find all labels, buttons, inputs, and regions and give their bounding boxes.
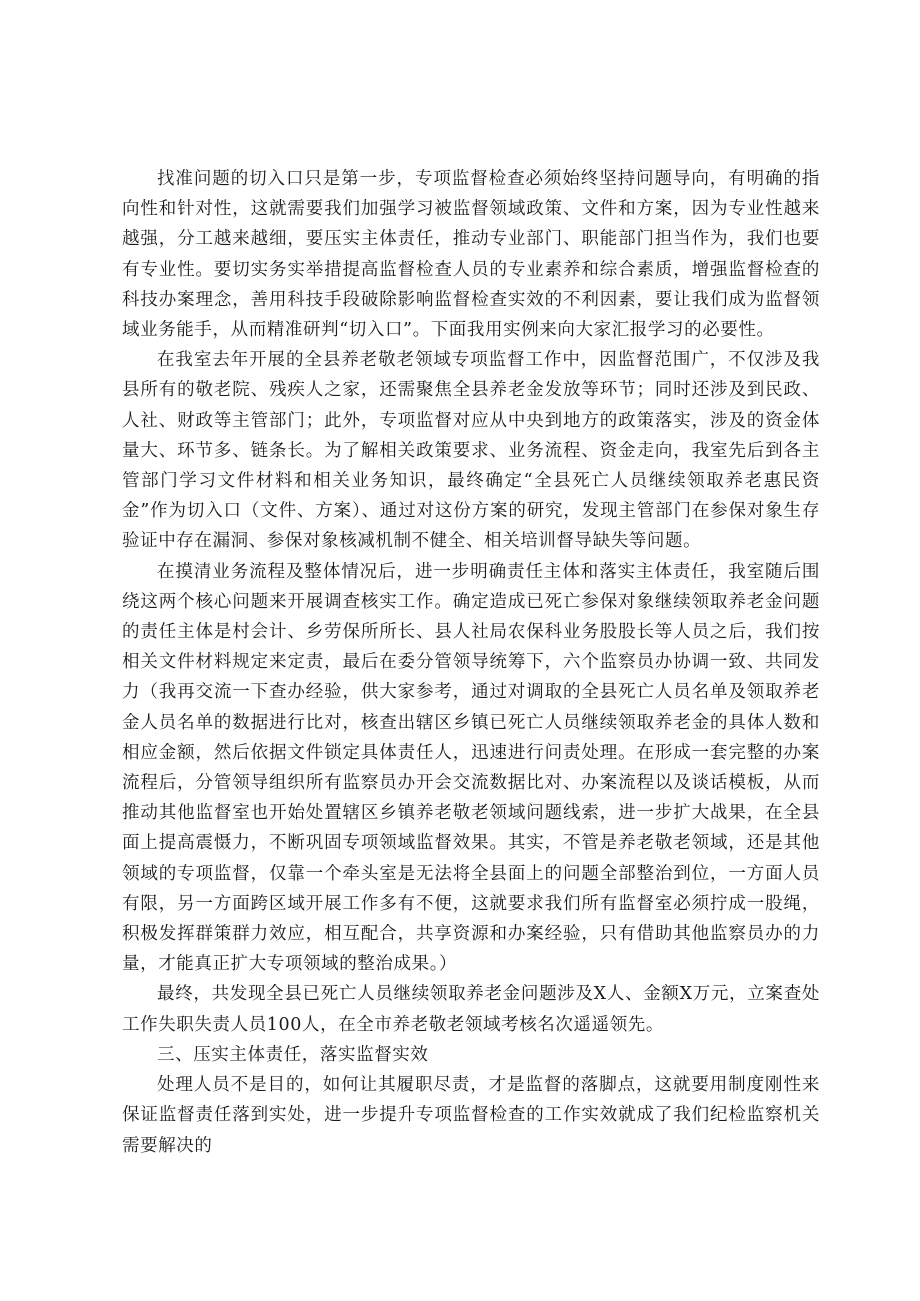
paragraph-final-results: 最终，共发现全县已死亡人员继续领取养老金问题涉及X人、金额X万元，立案查处工作失职失责人员100人，在全市养老敬老领域考核名次遥遥领先。 [122,984,820,1035]
paragraph-problem-orientation: 找准问题的切入口只是第一步，专项监督检查必须始终坚持问题导向，有明确的指向性和针对性，这就需要我们加强学习被监督领域政策、文件和方案，因为专业性越来越强，分工越来越细，要压实主体责任，推动专业部门、职能部门担当作为，我们也要有专业性。要切实务实举措提高监督检查人员的专业素养和综合素质，增强监督检查的科技办案理念，善用科技手段破除影响监督检查实效的不利因素，要让我们成为监督领域业务能手，从而精准研判“切入口”。下面我用实例来向大家汇报学习的必要性。 [122,169,820,341]
paragraph-elderly-care-supervision: 在我室去年开展的全县养老敬老领域专项监督工作中，因监督范围广，不仅涉及我县所有的敬老院、残疾人之家，还需聚焦全县养老金发放等环节；同时还涉及到民政、人社、财政等主管部门；此外，专项监督对应从中央到地方的政策落实，涉及的资金体量大、环节多、链条长。为了解相关政策要求、业务流程、资金走向，我室先后到各主管部门学习文件材料和相关业务知识，最终确定“全县死亡人员继续领取养老惠民资金”作为切入口（文件、方案）、通过对这份方案的研究，发现主管部门在参保对象生存验证中存在漏洞、参保对象核减机制不健全、相关培训督导缺失等问题。 [122,350,820,552]
section-heading: 三、压实主体责任，落实监督实效 [157,1044,429,1065]
document-body [122,164,820,1161]
paragraph-responsibility-investigation: 在摸清业务流程及整体情况后，进一步明确责任主体和落实主体责任，我室随后围绕这两个核心问题来开展调查核实工作。确定造成已死亡参保对象继续领取养老金问题的责任主体是村会计、乡劳保所所长、县人社局农保科业务股股长等人员之后，我们按相关文件材料规定来定责，最后在委分管领导统筹下，六个监察员办协调一致、共同发力（我再交流一下查办经验，供大家参考，通过对调取的全县死亡人员名单及领取养老金人员名单的数据进行比对，核查出辖区乡镇已死亡人员继续领取养老金的具体人数和相应金额，然后依据文件锁定具体责任人，迅速进行问责处理。在形成一套完整的办案流程后，分管领导组织所有监察员办开会交流数据比对、办案流程以及谈话模板，从而推动其他监督室也开始处置辖区乡镇养老敬老领域问题线索，进一步扩大战果，在全县面上提高震慑力，不断巩固专项领域监督效果。其实，不管是养老敬老领域，还是其他领域的专项监督，仅靠一个牵头室是无法将全县面上的问题全部整治到位，一方面人员有限，另一方面跨区域开展工作多有不便，这就要求我们所有监督室必须拧成一股绳，积极发挥群策群力效应，相互配合，共享资源和办案经验，只有借助其他监察员办的力量，才能真正扩大专项领域的整治成果。） [122,561,820,975]
paragraph-supervision-accountability: 处理人员不是目的，如何让其履职尽责，才是监督的落脚点，这就要用制度刚性来保证监督责任落到实处，进一步提升专项监督检查的工作实效就成了我们纪检监察机关需要解决的 [122,1075,820,1156]
